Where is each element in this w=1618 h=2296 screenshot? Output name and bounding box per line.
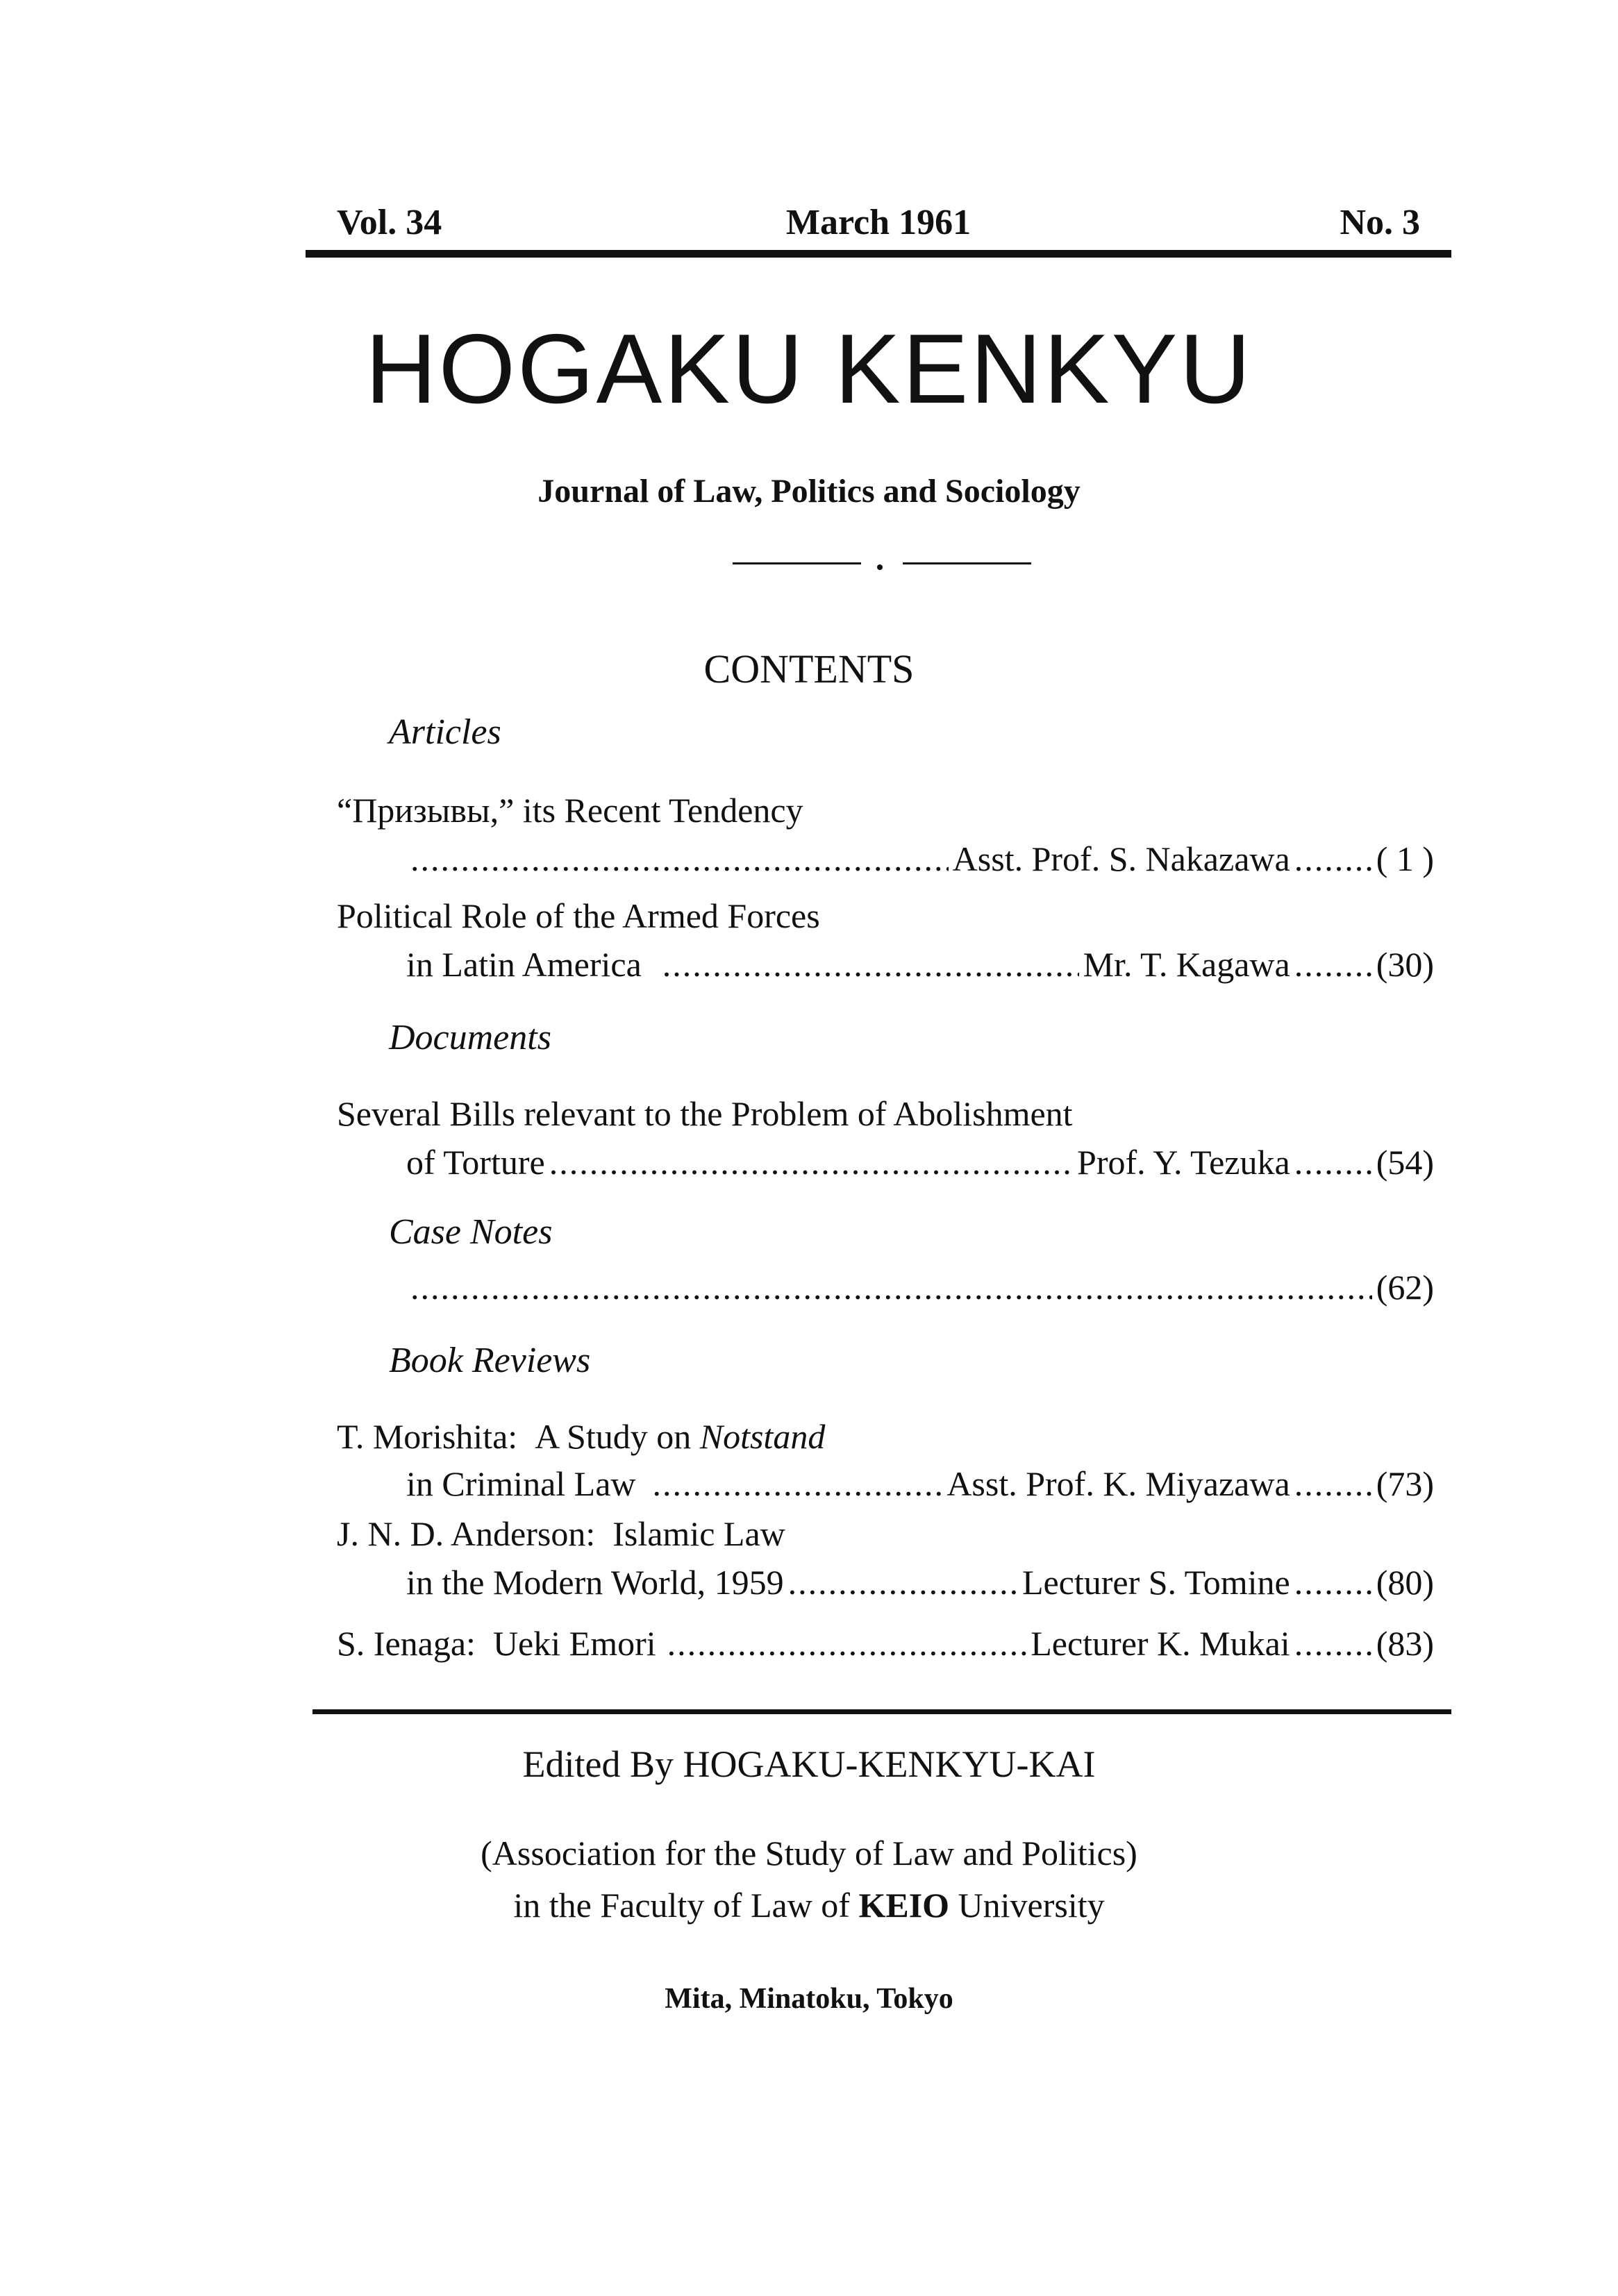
review-1-reviewer: Asst. Prof. K. Miyazawa [946, 1464, 1290, 1503]
review-2-entry [406, 1562, 1434, 1605]
review-2-book-author: J. N. D. Anderson [337, 1514, 586, 1553]
leader-dots [653, 1464, 943, 1504]
review-2-heading: J. N. D. Anderson: Islamic Law [337, 1514, 785, 1553]
journal-title: HOGAKU KENKYU [365, 314, 1253, 424]
article-2-title: Political Role of the Armed Forces [337, 896, 820, 935]
section-book-reviews: Book Reviews [389, 1341, 591, 1380]
volume-label: Vol. 34 [337, 203, 442, 242]
article-1-author: Asst. Prof. S. Nakazawa [952, 839, 1290, 878]
leader-dots [410, 1267, 1372, 1307]
case-notes-entry [406, 1267, 1434, 1310]
leader-dots [662, 944, 1079, 984]
issue-number: No. 3 [1340, 203, 1420, 242]
review-3-book-author: S. Ienaga [337, 1624, 467, 1663]
document-1-title: Several Bills relevant to the Problem of Abolishment [337, 1094, 1073, 1133]
review-1-title-cont: in Criminal Law [406, 1464, 636, 1503]
issue-date: March 1961 [785, 203, 971, 242]
review-3-reviewer: Lecturer K. Mukai [1031, 1624, 1290, 1663]
review-1-heading: T. Morishita: A Study on Notstand [337, 1417, 826, 1456]
article-2-title-cont: in Latin America [406, 945, 642, 984]
review-2-title: Islamic Law [612, 1514, 785, 1553]
review-2-page: (80) [1376, 1563, 1434, 1602]
review-1-entry [406, 1464, 1434, 1507]
leader-dots [1294, 1464, 1372, 1504]
journal-subtitle: Journal of Law, Politics and Sociology [537, 473, 1081, 510]
review-1-book-author: T. Morishita [337, 1417, 508, 1456]
article-1-title: “Призывы,” its Recent Tendency [337, 791, 803, 830]
faculty-text: in the Faculty of Law of [513, 1886, 850, 1925]
editor-name: HOGAKU-KENKYU-KAI [683, 1743, 1096, 1785]
review-2-title-cont: in the Modern World, 1959 [406, 1563, 784, 1602]
leader-dots [1294, 1142, 1372, 1182]
review-3-page: (83) [1376, 1624, 1434, 1663]
article-2-page: (30) [1376, 945, 1434, 984]
article-2-author: Mr. T. Kagawa [1083, 945, 1290, 984]
footer-rule [312, 1709, 1451, 1714]
leader-dots [1294, 944, 1372, 984]
leader-dots [788, 1562, 1018, 1602]
review-1-title: A Study on [535, 1417, 692, 1456]
review-2-reviewer: Lecturer S. Tomine [1021, 1563, 1290, 1602]
leader-dots [667, 1623, 1027, 1664]
review-3-entry: S. Ienaga : Ueki Emori ..... Lecturer K. Mukai ..... (83) [337, 1623, 1434, 1666]
article-1-page: ( 1 ) [1376, 839, 1434, 878]
masthead-rule [306, 250, 1451, 258]
review-1-page: (73) [1376, 1464, 1434, 1503]
address: Mita, Minatoku, Tokyo [665, 1983, 953, 2015]
document-1-title-cont: of Torture [406, 1143, 545, 1182]
faculty-line [0, 1885, 1618, 1925]
document-1-page: (54) [1376, 1143, 1434, 1182]
leader-dots [1294, 839, 1372, 879]
article-2-entry [406, 944, 1434, 987]
document-1-entry [406, 1142, 1434, 1185]
leader-dots [410, 839, 949, 879]
edited-by-line [0, 1743, 1618, 1786]
contents-heading: CONTENTS [703, 646, 915, 692]
association-line: (Association for the Study of Law and Politics) [481, 1834, 1137, 1872]
ornament-divider [733, 561, 1031, 565]
leader-dots [1294, 1562, 1372, 1602]
section-articles: Articles [389, 712, 501, 752]
masthead [306, 194, 1451, 250]
university-name: KEIO [858, 1886, 950, 1925]
document-1-author: Prof. Y. Tezuka [1077, 1143, 1290, 1182]
leader-dots [549, 1142, 1073, 1182]
review-1-title-italic: Notstand [699, 1417, 826, 1456]
case-notes-page: (62) [1376, 1268, 1434, 1307]
section-documents: Documents [389, 1018, 551, 1057]
edited-by-label: Edited By [522, 1743, 674, 1785]
section-case-notes: Case Notes [389, 1212, 553, 1252]
leader-dots [1294, 1623, 1372, 1664]
article-1-entry [406, 839, 1434, 882]
faculty-text-end: University [958, 1886, 1105, 1925]
review-3-title: Ueki Emori [492, 1624, 656, 1663]
